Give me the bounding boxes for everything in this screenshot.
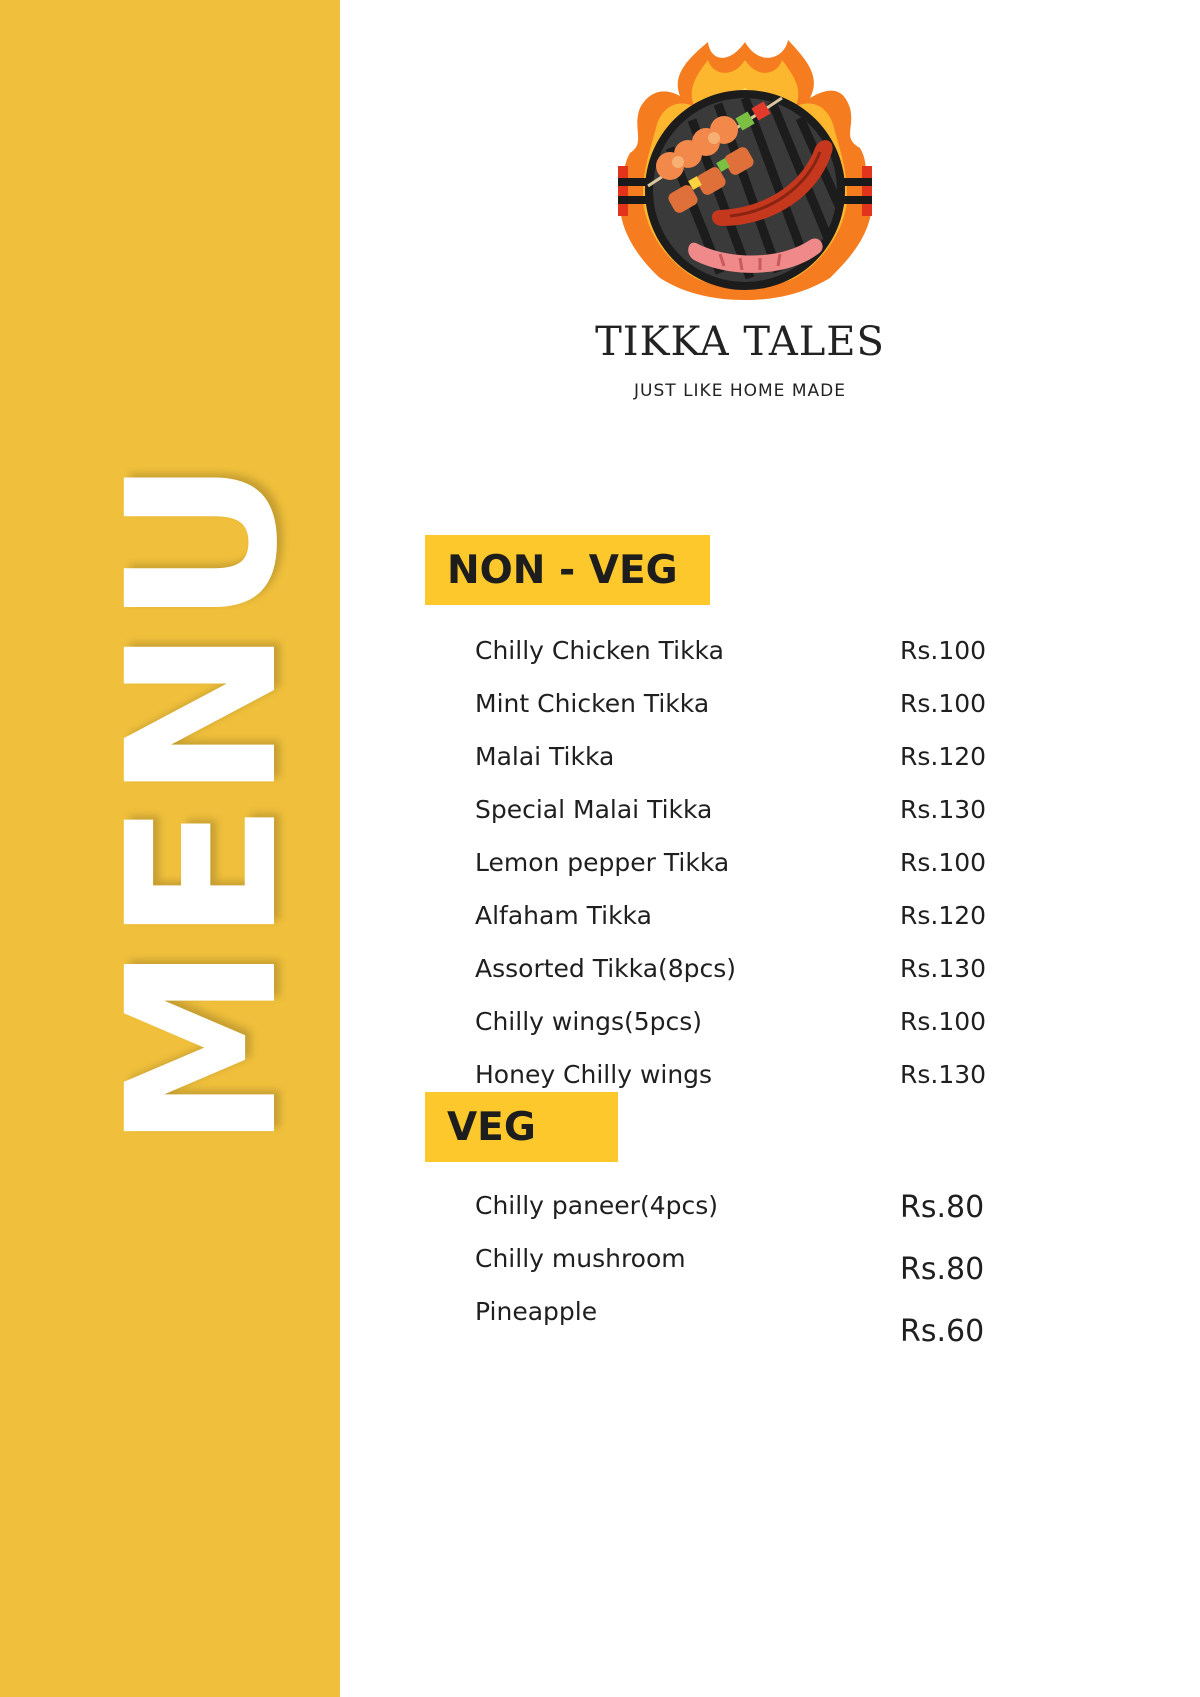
menu-item-name: Chilly Chicken Tikka [475,636,724,665]
menu-item-price: Rs.100 [900,848,987,877]
menu-item-name: Chilly mushroom [475,1244,686,1273]
menu-item-name: Lemon pepper Tikka [475,848,730,877]
menu-item-price: Rs.120 [900,742,987,771]
menu-vertical-title: MENU [83,456,323,1150]
menu-item-price: Rs.130 [900,1060,987,1089]
veg-heading: VEG [447,1105,536,1150]
menu-item-price: Rs.80 [900,1252,985,1287]
bbq-grill-logo-icon [610,38,880,300]
menu-item-price: Rs.100 [900,689,987,718]
menu-item-name: Malai Tikka [475,742,615,771]
menu-item-name: Mint Chicken Tikka [475,689,710,718]
menu-item-name: Honey Chilly wings [475,1060,713,1089]
menu-item-name: Chilly wings(5pcs) [475,1007,703,1036]
brand-name: TIKKA TALES [595,319,885,365]
menu-item-price: Rs.60 [900,1314,985,1349]
brand-tagline: JUST LIKE HOME MADE [634,381,846,401]
menu-item-name: Pineapple [475,1297,598,1326]
menu-item-price: Rs.100 [900,1007,987,1036]
menu-item-price: Rs.130 [900,954,987,983]
sidebar-panel [0,0,340,1697]
menu-item-price: Rs.80 [900,1190,985,1225]
menu-item-name: Assorted Tikka(8pcs) [475,954,737,983]
menu-item-name: Special Malai Tikka [475,795,713,824]
menu-item-price: Rs.100 [900,636,987,665]
menu-item-price: Rs.130 [900,795,987,824]
menu-item-price: Rs.120 [900,901,987,930]
nonveg-heading: NON - VEG [447,548,678,593]
menu-item-name: Alfaham Tikka [475,901,652,930]
menu-item-name: Chilly paneer(4pcs) [475,1191,719,1220]
